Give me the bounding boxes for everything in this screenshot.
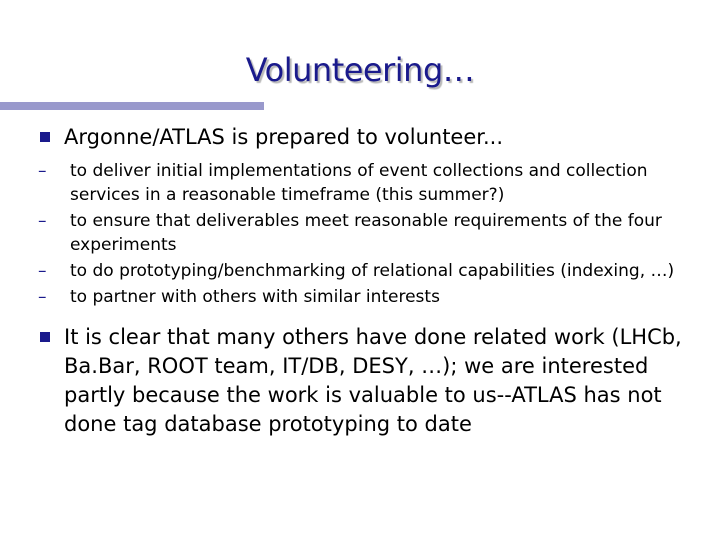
sub-bullet-item <box>38 159 696 207</box>
bullet-list <box>36 118 696 439</box>
title-underline-bar <box>0 102 264 110</box>
slide-title: Volunteering… <box>245 51 475 89</box>
square-bullet-icon <box>40 332 50 342</box>
square-bullet-icon <box>40 132 50 142</box>
sub-bullet-item <box>38 259 696 283</box>
sub-bullet-item <box>38 209 696 257</box>
bullet-item-related-work <box>36 323 696 439</box>
sub-bullet-list <box>38 159 696 309</box>
dash-bullet-icon: – <box>38 261 47 281</box>
bullet-text: It is clear that many others have done related work (LHCb, Ba.Bar, ROOT team, IT/DB, DESY, …); we are interested partly because the work is valuable to us--ATLAS has not done tag database prototyping to date <box>64 325 682 436</box>
sub-bullet-text: to partner with others with similar interests <box>70 287 440 307</box>
sub-bullet-text: to do prototyping/benchmarking of relational capabilities (indexing, …) <box>70 261 675 281</box>
sub-bullet-text: to ensure that deliverables meet reasonable requirements of the four experiments <box>70 211 662 255</box>
bullet-item-volunteer <box>36 123 696 152</box>
bullet-text: Argonne/ATLAS is prepared to volunteer... <box>64 125 504 149</box>
dash-bullet-icon: – <box>38 211 47 231</box>
dash-bullet-icon: – <box>38 161 47 181</box>
sub-bullet-item <box>38 285 696 309</box>
sub-bullet-text: to deliver initial implementations of event collections and collection services in a reasonable timeframe (this summer?) <box>70 161 648 205</box>
dash-bullet-icon: – <box>38 287 47 307</box>
